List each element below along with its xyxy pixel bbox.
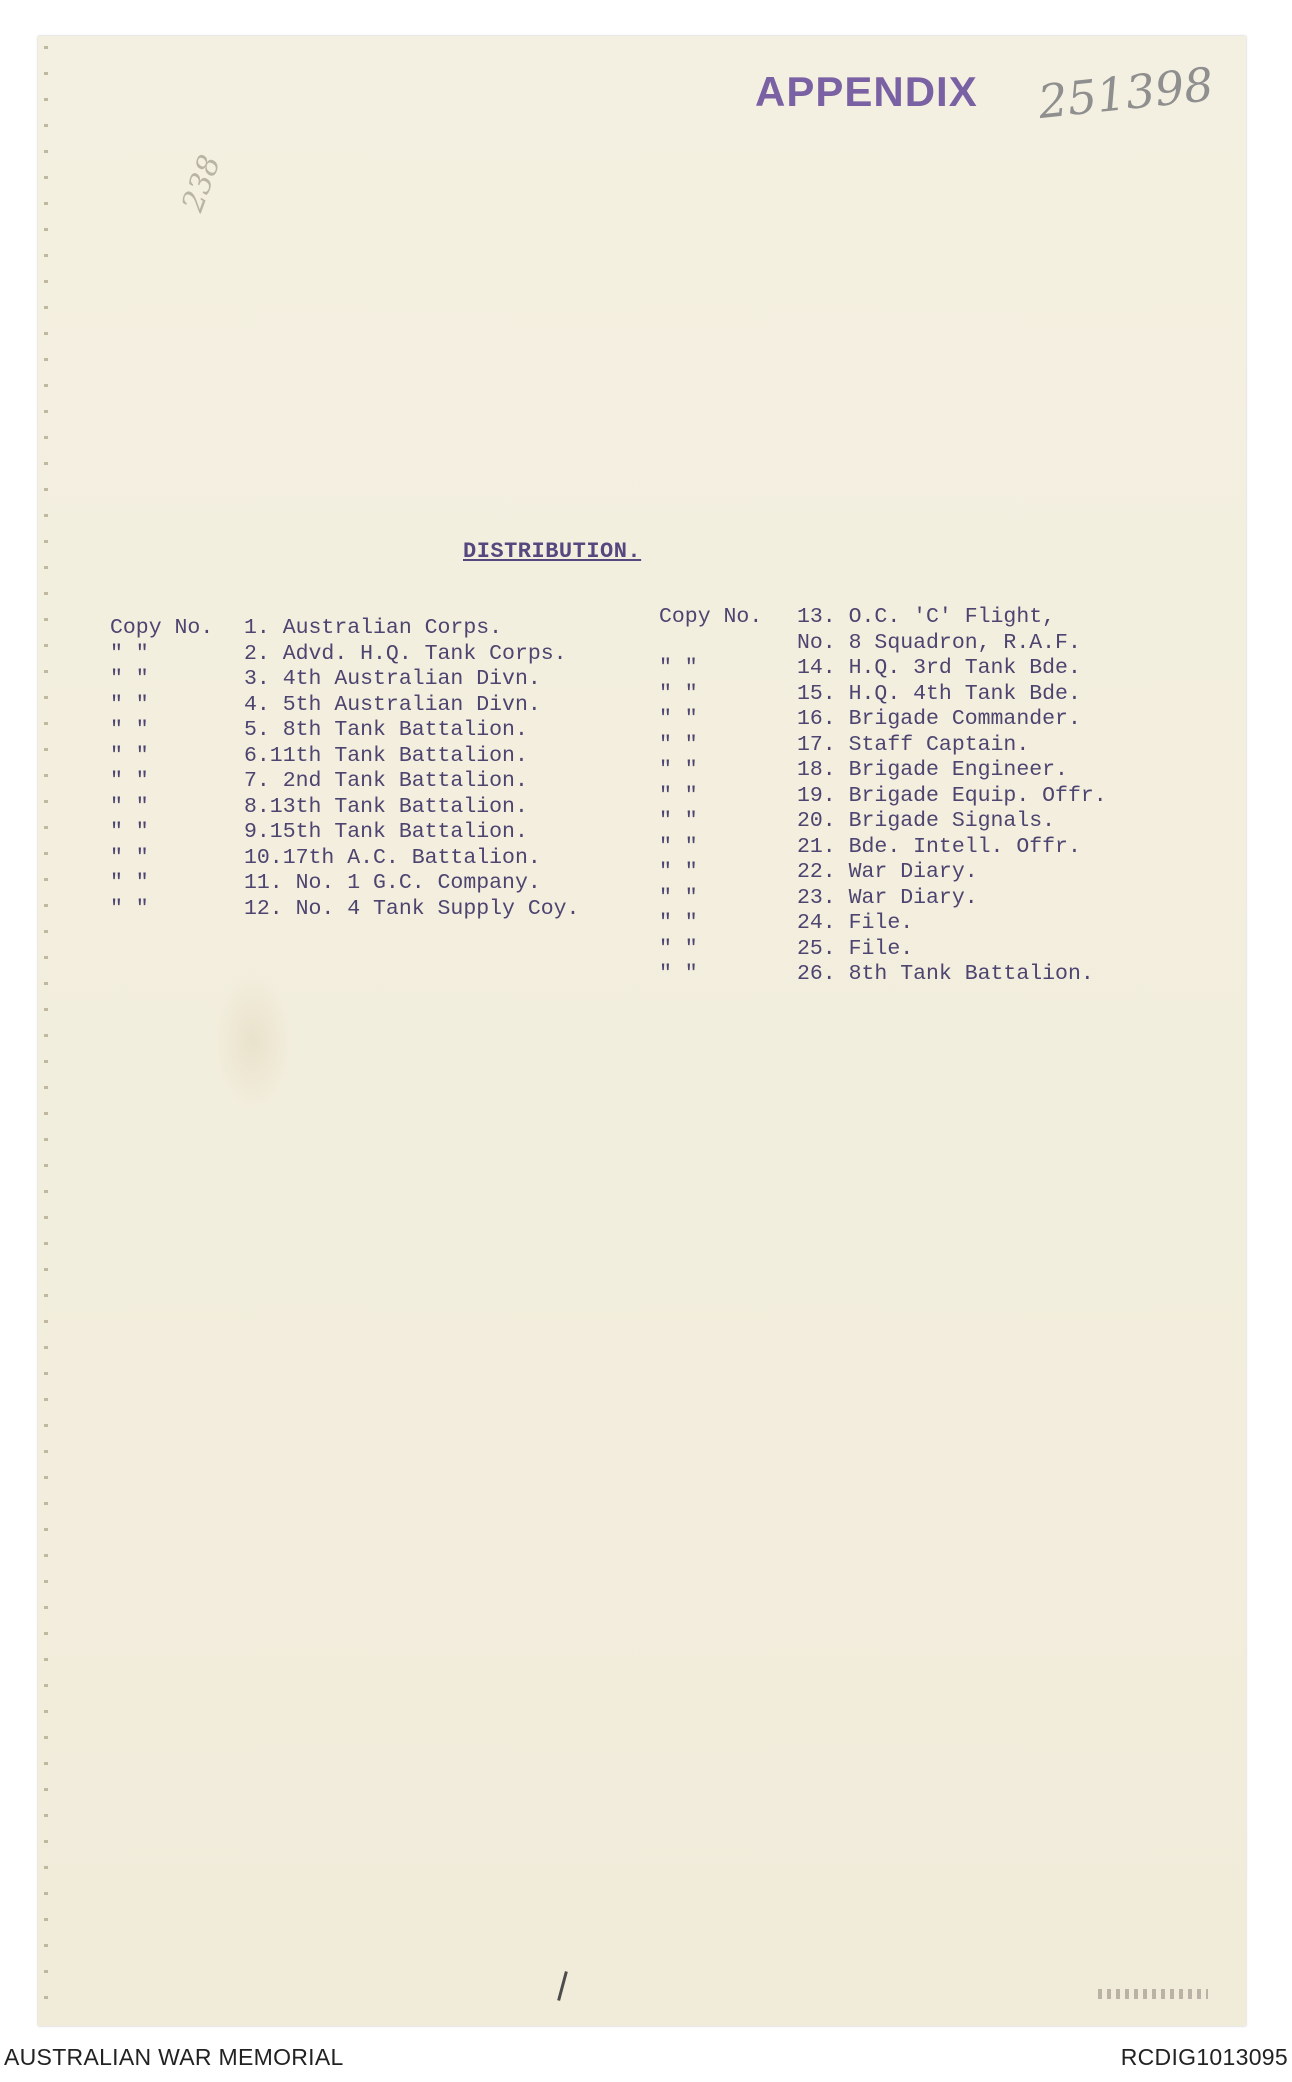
distribution-entry: [659, 629, 1107, 655]
distribution-entry: [110, 614, 579, 640]
distribution-list-left: [110, 614, 579, 920]
copy-entry: 12. No. 4 Tank Supply Coy.: [244, 896, 580, 921]
copy-entry: 14. H.Q. 3rd Tank Bde.: [797, 656, 1081, 680]
copy-prefix: " ": [659, 962, 698, 986]
copy-prefix: " ": [659, 783, 698, 808]
distribution-entry: [659, 960, 1107, 986]
copy-prefix: " ": [659, 936, 698, 961]
distribution-entry: [659, 833, 1107, 859]
copy-prefix: " ": [659, 860, 698, 884]
handwritten-reference-number: 251398: [1035, 56, 1216, 130]
distribution-entry: [659, 807, 1107, 833]
copy-prefix: " ": [110, 667, 149, 691]
distribution-entry: [110, 793, 579, 819]
appendix-stamp: APPENDIX: [755, 68, 978, 115]
copy-prefix: " ": [110, 820, 149, 844]
copy-entry: 5. 8th Tank Battalion.: [244, 718, 528, 742]
distribution-entry: [110, 818, 579, 844]
distribution-entry: [110, 742, 579, 768]
copy-prefix: " ": [110, 743, 149, 768]
distribution-entry: [659, 731, 1107, 757]
copy-prefix: " ": [110, 641, 149, 666]
copy-prefix: " ": [659, 911, 698, 935]
distribution-entry: [110, 640, 579, 666]
copy-prefix: Copy No.: [110, 616, 214, 640]
perforated-edge: [44, 46, 48, 2006]
copy-entry: 9.15th Tank Battalion.: [244, 820, 528, 844]
distribution-list-right: [659, 603, 1107, 986]
document-page: [38, 36, 1246, 2026]
copy-entry: 26. 8th Tank Battalion.: [797, 962, 1094, 986]
copy-entry: 21. Bde. Intell. Offr.: [797, 834, 1081, 859]
distribution-entry: [659, 909, 1107, 935]
copy-entry: 18. Brigade Engineer.: [797, 758, 1068, 782]
copy-prefix: " ": [659, 707, 698, 731]
copy-entry: 1. Australian Corps.: [244, 616, 503, 640]
distribution-entry: [659, 680, 1107, 706]
copy-entry: 16. Brigade Commander.: [797, 707, 1081, 731]
copy-entry: 3. 4th Australian Divn.: [244, 667, 541, 691]
pencil-page-note: 238: [175, 150, 228, 217]
copy-entry: 13. O.C. 'C' Flight,: [797, 605, 1056, 629]
distribution-entry: [110, 716, 579, 742]
copy-entry: 20. Brigade Signals.: [797, 809, 1056, 833]
copy-prefix: Copy No.: [659, 605, 763, 629]
copy-entry: 2. Advd. H.Q. Tank Corps.: [244, 641, 567, 666]
copy-prefix: " ": [110, 718, 149, 742]
copy-prefix: " ": [659, 834, 698, 859]
distribution-entry: [659, 884, 1107, 910]
distribution-entry: [110, 895, 579, 921]
distribution-heading: DISTRIBUTION.: [463, 539, 642, 564]
distribution-entry: [110, 691, 579, 717]
copy-prefix: " ": [659, 758, 698, 782]
copy-prefix: " ": [110, 845, 149, 870]
copy-entry: 10.17th A.C. Battalion.: [244, 845, 541, 870]
copy-entry: 15. H.Q. 4th Tank Bde.: [797, 681, 1081, 706]
distribution-entry: [659, 603, 1107, 629]
pencil-mark: [557, 1971, 568, 2001]
copy-prefix: " ": [110, 896, 149, 921]
footer-reference-id: RCDIG1013095: [1120, 2044, 1288, 2070]
copy-prefix: " ": [659, 681, 698, 706]
footer-institution: AUSTRALIAN WAR MEMORIAL: [4, 2044, 344, 2070]
copy-entry: 4. 5th Australian Divn.: [244, 692, 541, 717]
copy-entry: 23. War Diary.: [797, 885, 978, 910]
copy-entry: 11. No. 1 G.C. Company.: [244, 871, 541, 895]
copy-prefix: " ": [659, 885, 698, 910]
faint-stamp-smudge: [1098, 1989, 1208, 1999]
copy-prefix: " ": [110, 769, 149, 793]
copy-entry: 25. File.: [797, 936, 914, 961]
distribution-entry: [110, 665, 579, 691]
distribution-entry: [659, 782, 1107, 808]
copy-prefix: " ": [659, 809, 698, 833]
copy-entry: 19. Brigade Equip. Offr.: [797, 783, 1107, 808]
copy-entry: 8.13th Tank Battalion.: [244, 794, 528, 819]
distribution-entry: [659, 654, 1107, 680]
distribution-entry: [659, 935, 1107, 961]
copy-entry: No. 8 Squadron, R.A.F.: [797, 630, 1081, 655]
copy-entry: 6.11th Tank Battalion.: [244, 743, 528, 768]
distribution-entry: [110, 844, 579, 870]
distribution-entry: [110, 767, 579, 793]
copy-entry: 24. File.: [797, 911, 914, 935]
copy-prefix: " ": [659, 656, 698, 680]
copy-prefix: " ": [659, 732, 698, 757]
copy-prefix: " ": [110, 871, 149, 895]
copy-prefix: " ": [110, 692, 149, 717]
distribution-entry: [659, 756, 1107, 782]
copy-entry: 17. Staff Captain.: [797, 732, 1030, 757]
distribution-entry: [659, 858, 1107, 884]
copy-entry: 7. 2nd Tank Battalion.: [244, 769, 528, 793]
copy-entry: 22. War Diary.: [797, 860, 978, 884]
distribution-entry: [659, 705, 1107, 731]
distribution-entry: [110, 869, 579, 895]
copy-prefix: " ": [110, 794, 149, 819]
